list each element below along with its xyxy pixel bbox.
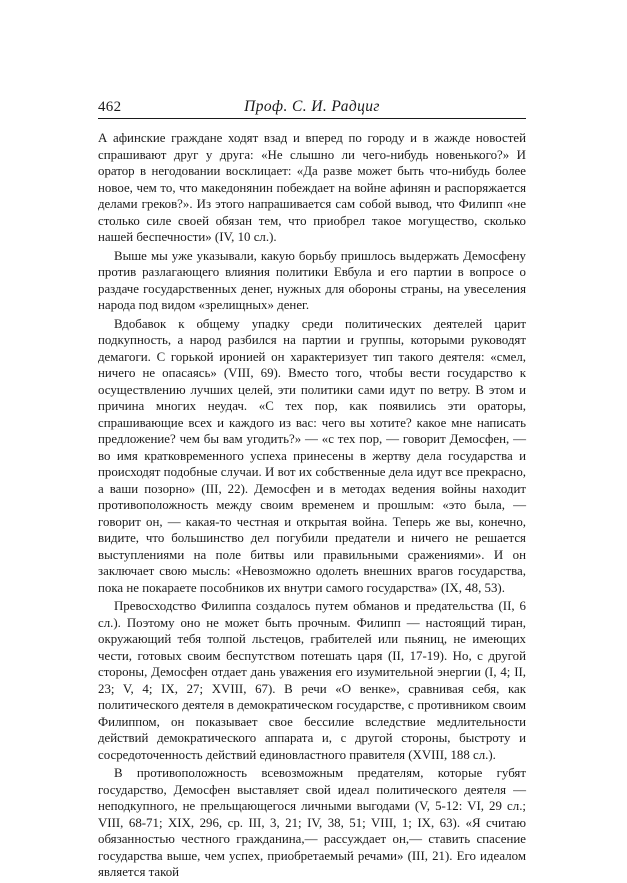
paragraph-2: Выше мы уже указывали, какую борьбу пришлось выдержать Демосфену против разлагающего влияния политики Евбула и его партии в вопросе о раздаче государственных денег, нужных для обороны страны, на увеселения народа под видом «зрелищных» денег. bbox=[98, 248, 526, 312]
page-number: 462 bbox=[98, 99, 122, 115]
running-title: Проф. С. И. Радциг bbox=[244, 98, 380, 115]
body-text bbox=[98, 130, 526, 881]
book-page bbox=[98, 96, 526, 883]
paragraph-4: Превосходство Филиппа создалось путем обманов и предательства (II, 6 сл.). Поэтому оно не может быть прочным. Филипп — настоящий тиран, окружающий тебя толпой льстецов, грабителей или пьяниц, не имеющих чести, готовых своим беспутством потешать царя (II, 17-19). Но, с другой стороны, Демосфен отдает дань уважения его изумительной энергии (I, 4; II, 23; V, 4; IX, 27; XVIII, 67). В речи «О венке», сравнивая себя, как политического деятеля в демократическом государстве, с противником своим Филиппом, он показывает свое бессилие вследствие медлительности действий демократического аппарата и, с другой стороны, быстроту и сосредоточенность действий единовластного правителя (XVIII, 188 сл.). bbox=[98, 599, 526, 762]
running-head bbox=[98, 96, 526, 119]
paragraph-1: А афинские граждане ходят взад и вперед по городу и в жажде новостей спрашивают друг у друга: «Не слышно ли чего-нибудь новенького?» И оратор в негодовании восклицает: «Да разве может быть что-нибудь более новое, чем то, что македонянин побеждает на войне афинян и распоряжается делами греков?». Из этого напрашивается сам собой вывод, что Филипп «не столько силе своей обязан тем, что приобрел такое могущество, сколько нашей беспечности» (IV, 10 сл.). bbox=[98, 131, 526, 244]
paragraph-3: Вдобавок к общему упадку среди политических деятелей царит подкупность, а народ разбился на партии и группы, которыми руководят демагоги. С горькой иронией он характеризует тип такого деятеля: «смел, ничего не опасаясь» (VIII, 69). Вместо того, чтобы вести государство к осуществлению лучших целей, эти политики сами идут по ветру. В этом и причина многих неудач. «С тех пор, как появились эти ораторы, спрашивающие всех и каждого из вас: чего вы хотите? какое мне написать предложение? чем бы вам угодить?» — «с тех пор, — говорит Демосфен, — во имя кратковременного успеха принесены в жертву дела государства и происходят подобные случаи. И вот их собственные дела идут все прекрасно, а ваши позорно» (III, 22). Демосфен и в методах ведения войны находит противоположность между своим временем и прошлым: «это была, — говорит он, — какая-то честная и открытая война. Теперь же вы, конечно, видите, что большинство дел погубили предатели и ничего не решается выступлениями на поле битвы или правильными сражениями». И он заключает свою мысль: «Невозможно одолеть внешних врагов государства, пока не покараете пособников их внутри самого государства» (IX, 48, 53). bbox=[98, 316, 526, 595]
paragraph-5: В противоположность всевозможным предателям, которые губят государство, Демосфен выставляет свой идеал политического деятеля — неподкупного, не прельщающегося личными выгодами (V, 5-12: VI, 29 сл.; VIII, 68-71; XIX, 296, ср. III, 3, 21; IV, 38, 51; VIII, 1; IX, 63). «Я считаю обязанностью честного гражданина,— рассуждает он,— ставить спасение государства выше, чем успех, приобретаемый речами» (III, 21). Его идеалом является такой bbox=[98, 766, 526, 879]
